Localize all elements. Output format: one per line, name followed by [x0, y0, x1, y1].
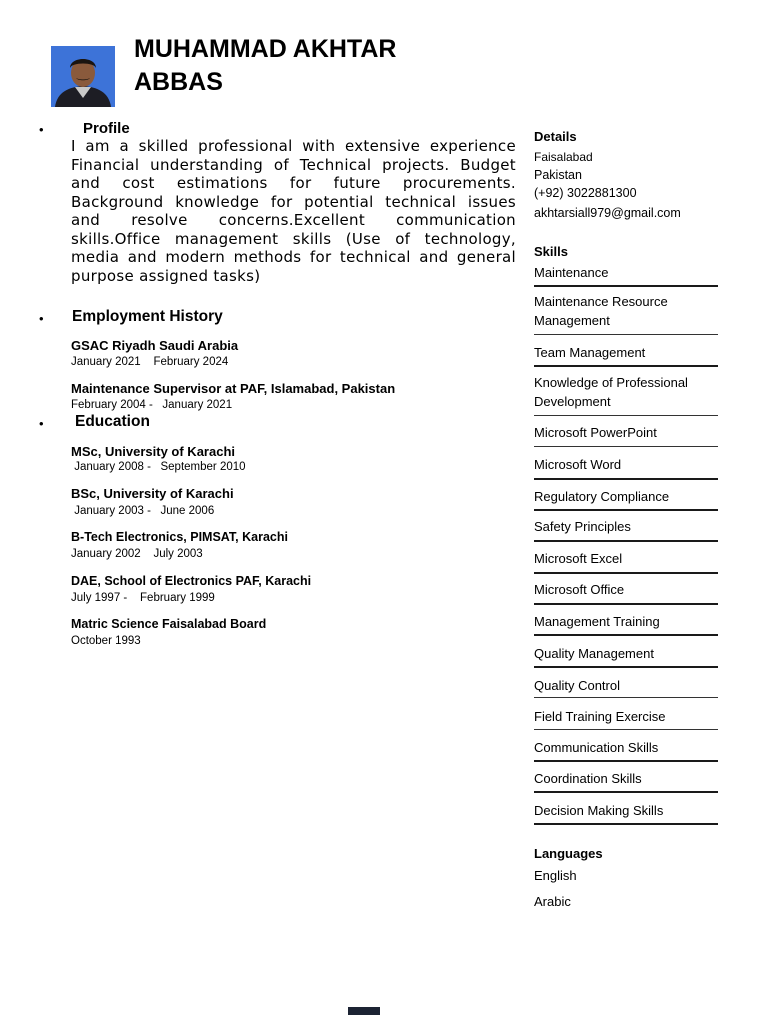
- details-heading: Details: [534, 129, 577, 144]
- skill-item: Maintenance: [534, 265, 609, 280]
- skill-item: Maintenance Resource Management: [534, 294, 668, 328]
- skill-divider: [534, 285, 718, 287]
- skill-divider: [534, 572, 718, 574]
- skill-item: Knowledge of Professional Development: [534, 375, 688, 409]
- employment-heading: Employment History: [72, 308, 223, 325]
- skill-item: Microsoft Excel: [534, 551, 623, 566]
- profile-text: I am a skilled professional with extensive experience Financial understanding of Technical projects. Budget and cost estimations for future procurements. Background knowledge for potential technical issues and resolve concerns.Excellent communication skills.Office management skills (Use of technology, media and modern methods for technical and general purpose assigned tasks): [71, 137, 516, 285]
- bullet-profile: •: [39, 122, 44, 137]
- name-line-2: ABBAS: [134, 68, 223, 96]
- employment-item-dates: January 2021 February 2024: [71, 356, 229, 368]
- education-item-title: B-Tech Electronics, PIMSAT, Karachi: [71, 530, 288, 544]
- bullet-education: •: [39, 416, 44, 431]
- languages-heading: Languages: [534, 846, 603, 861]
- profile-heading: Profile: [83, 120, 130, 137]
- education-item-title: MSc, University of Karachi: [71, 444, 235, 459]
- skills-heading: Skills: [534, 244, 568, 259]
- skill-item: Communication Skills: [534, 740, 659, 755]
- page-footer-bar: [348, 1007, 380, 1015]
- skill-divider: [534, 365, 718, 367]
- details-email: akhtarsiall979@gmail.com: [534, 206, 681, 220]
- skill-item: Regulatory Compliance: [534, 489, 670, 504]
- details-city: Faisalabad: [534, 150, 593, 164]
- skill-divider: [534, 760, 718, 762]
- skill-item: Microsoft Office: [534, 582, 625, 597]
- skill-item: Microsoft PowerPoint: [534, 425, 657, 440]
- education-item-dates: July 1997 - February 1999: [71, 592, 215, 604]
- education-item-title: DAE, School of Electronics PAF, Karachi: [71, 574, 312, 588]
- skill-divider: [534, 415, 718, 416]
- skill-item: Safety Principles: [534, 519, 631, 534]
- education-item-dates: January 2002 July 2003: [71, 548, 203, 560]
- skill-divider: [534, 634, 718, 636]
- details-country: Pakistan: [534, 168, 582, 182]
- education-item-title: Matric Science Faisalabad Board: [71, 617, 267, 631]
- profile-photo: [51, 46, 115, 107]
- skill-item: Decision Making Skills: [534, 803, 664, 818]
- skill-divider: [534, 334, 718, 335]
- employment-item-title: GSAC Riyadh Saudi Arabia: [71, 338, 239, 353]
- portrait-image: [51, 46, 115, 107]
- skill-divider: [534, 446, 718, 447]
- skill-item: Quality Control: [534, 678, 620, 693]
- skill-divider: [534, 697, 718, 698]
- candidate-name: [134, 33, 396, 99]
- skill-item: Field Training Exercise: [534, 709, 666, 724]
- skill-item: Management Training: [534, 614, 660, 629]
- education-heading: Education: [75, 413, 150, 430]
- language-item: Arabic: [534, 894, 571, 909]
- employment-item-title: Maintenance Supervisor at PAF, Islamabad, Pakistan: [71, 381, 396, 396]
- skill-item: Microsoft Word: [534, 457, 622, 472]
- language-item: English: [534, 868, 577, 883]
- skill-item: Team Management: [534, 345, 646, 360]
- name-line-1: MUHAMMAD AKHTAR: [134, 35, 397, 63]
- skill-divider: [534, 603, 718, 605]
- skill-divider: [534, 478, 718, 480]
- education-item-dates: October 1993: [71, 635, 141, 647]
- skill-divider: [534, 666, 718, 668]
- skill-divider: [534, 729, 718, 730]
- employment-item-dates: February 2004 - January 2021: [71, 399, 233, 411]
- skill-divider: [534, 540, 718, 542]
- details-phone: (+92) 3022881300: [534, 186, 637, 200]
- education-item-dates: January 2003 - June 2006: [71, 505, 215, 517]
- bullet-employment: •: [39, 311, 44, 326]
- skill-divider: [534, 791, 718, 793]
- skill-item: Coordination Skills: [534, 771, 642, 786]
- skill-divider: [534, 509, 718, 511]
- education-item-title: BSc, University of Karachi: [71, 486, 234, 501]
- skill-item: Quality Management: [534, 646, 654, 661]
- education-item-dates: January 2008 - September 2010: [71, 461, 246, 473]
- skill-divider: [534, 823, 718, 825]
